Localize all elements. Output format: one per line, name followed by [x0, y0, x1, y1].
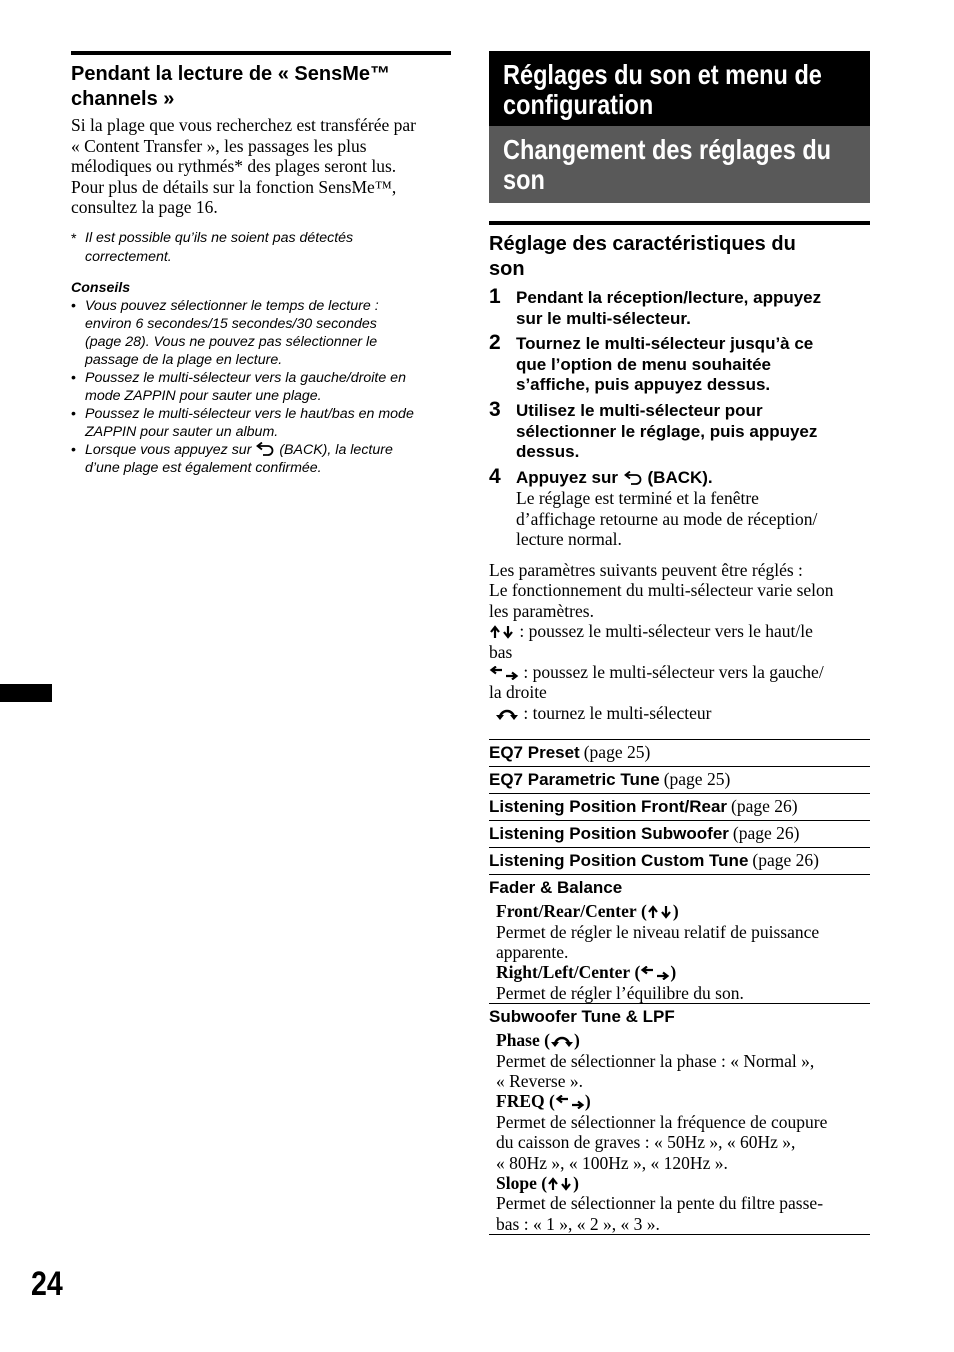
chapter-subtitle-line: Changement des réglages du [503, 134, 832, 165]
param-cell-subwoofer [489, 1004, 870, 1235]
step-1 [489, 285, 870, 329]
right-column [489, 221, 870, 1235]
table-row [489, 875, 870, 1004]
legend-text: la droite [489, 682, 547, 703]
step-line: Tournez le multi-sélecteur jusqu’à ce [516, 334, 814, 354]
left-right-arrows-icon [555, 1095, 585, 1109]
tip-line: environ 6 secondes/15 secondes/30 secondes [85, 315, 377, 332]
tip-text: (BACK), la lecture [279, 441, 393, 458]
sensme-body [71, 115, 451, 218]
intro-line: les paramètres. [489, 600, 594, 621]
footnote-mark: * [71, 230, 77, 247]
step-text: (BACK). [647, 467, 713, 487]
detail-line: bas : « 1 », « 2 », « 3 ». [496, 1213, 660, 1234]
detail-line: Permet de sélectionner la pente du filtre passe- [496, 1193, 824, 1214]
param-page-ref: (page 26) [752, 850, 819, 871]
tip-line: (page 28). Vous ne pouvez pas sélectionner le [85, 333, 378, 350]
detail-label: FREQ [496, 1091, 545, 1112]
legend-text: : tournez le multi-sélecteur [523, 702, 712, 723]
detail-head: FREQ ( ) [496, 1091, 591, 1112]
param-cell-fader [489, 875, 870, 1004]
param-page-ref: (page 25) [583, 742, 651, 763]
table-row [489, 821, 870, 848]
param-cell [489, 794, 870, 821]
step-line: Utilisez le multi-sélecteur pour [516, 400, 763, 420]
chapter-title-line: configuration [503, 89, 654, 120]
side-tab-marker [0, 684, 52, 702]
back-arrow-icon [623, 471, 643, 485]
tip-item [71, 297, 451, 369]
step-line: sur le multi-sélecteur. [516, 308, 691, 328]
detail-label: Right/Left/Center [496, 962, 631, 983]
detail-line: du caisson de graves : « 50Hz », « 60Hz », [496, 1132, 796, 1153]
page-number: 24 [31, 1265, 63, 1303]
up-down-arrows-icon [489, 625, 515, 639]
tip-line [85, 441, 451, 459]
detail-line: « 80Hz », « 100Hz », « 120Hz ». [496, 1152, 728, 1173]
detail-line: Permet de régler l’équilibre du son. [496, 982, 744, 1003]
tip-line: passage de la plage en lecture. [85, 351, 283, 368]
legend-text: : poussez le multi-sélecteur vers le haut/le [519, 621, 813, 642]
param-name: Fader & Balance [489, 878, 623, 898]
tip-item [71, 405, 451, 441]
detail-line: apparente. [496, 942, 569, 963]
detail-line: Permet de sélectionner la phase : « Normal », [496, 1050, 815, 1071]
body-line: consultez la page 16. [71, 197, 218, 218]
section-heading-sound [489, 232, 870, 282]
step-number: 4 [489, 464, 501, 488]
detail-label: Front/Rear/Center [496, 901, 637, 922]
step-4 [489, 464, 870, 549]
param-name: Subwoofer Tune & LPF [489, 1007, 675, 1027]
step-number: 1 [489, 285, 501, 308]
footnote-line: Il est possible qu’ils ne soient pas détectés [85, 229, 354, 246]
detail-line: « Reverse ». [496, 1071, 583, 1092]
table-row [489, 767, 870, 794]
parameters-intro [489, 560, 870, 723]
param-page-ref: (page 25) [663, 769, 731, 790]
heading-line: son [489, 258, 525, 280]
up-down-arrows-icon [647, 905, 673, 919]
intro-line: Les paramètres suivants peuvent être réglés : [489, 559, 803, 580]
param-name: EQ7 Parametric Tune [489, 770, 660, 790]
detail-label: Phase [496, 1030, 540, 1051]
tips-list [71, 297, 451, 477]
table-row [489, 1004, 870, 1235]
body-line: Pour plus de détails sur la fonction SensMe™, [71, 176, 397, 197]
tip-line: ZAPPIN pour sauter un album. [85, 423, 279, 440]
left-right-arrows-icon [640, 966, 670, 980]
detail-head: Right/Left/Center ( ) [496, 962, 677, 983]
footnote [71, 229, 451, 267]
param-detail [489, 901, 870, 1003]
chapter-title-line: Réglages du son et menu de [503, 59, 822, 90]
tip-line: • Poussez le multi-sélecteur vers le haut/bas en mode [85, 405, 414, 422]
section-heading-sensme: Pendant la lecture de « SensMe™ channels » [71, 63, 390, 110]
step-line: sélectionner le réglage, puis appuyez [516, 421, 818, 441]
param-page-ref: (page 26) [732, 823, 800, 844]
table-row [489, 794, 870, 821]
param-cell [489, 848, 870, 875]
parameters-table [489, 739, 870, 1235]
rotate-dial-icon [550, 1032, 574, 1048]
chapter-subtitle [489, 126, 870, 203]
step-sub-line: Le réglage est terminé et la fenêtre [516, 488, 759, 509]
detail-head: Front/Rear/Center ( ) [496, 901, 679, 922]
tip-line: d’une plage est également confirmée. [85, 459, 322, 476]
intro-line: Le fonctionnement du multi-sélecteur varie selon [489, 580, 834, 601]
legend-up-down [489, 621, 870, 641]
step-line: que l’option de menu souhaitée [516, 354, 772, 374]
param-cell [489, 767, 870, 794]
step-text: Appuyez sur [516, 467, 619, 487]
body-line: mélodiques ou rythmés* des plages seront lus. [71, 156, 397, 177]
left-right-arrows-icon [489, 666, 519, 680]
table-row [489, 740, 870, 767]
section-rule [489, 221, 870, 225]
body-line: « Content Transfer », les passages les plus [71, 135, 367, 156]
param-cell [489, 821, 870, 848]
step-sub-line: d’affichage retourne au mode de réception/ [516, 508, 818, 529]
detail-line: Permet de sélectionner la fréquence de coupure [496, 1111, 828, 1132]
legend-rotate [489, 703, 870, 723]
detail-label: Slope [496, 1173, 537, 1194]
tip-item [71, 369, 451, 405]
step-line: Pendant la réception/lecture, appuyez [516, 288, 822, 307]
param-detail [489, 1030, 870, 1234]
detail-line: Permet de régler le niveau relatif de puissance [496, 921, 820, 942]
chapter-banner [489, 51, 870, 203]
rotate-dial-icon [495, 705, 519, 721]
detail-head: Slope ( ) [496, 1173, 579, 1194]
chapter-title [489, 51, 870, 126]
legend-text: : poussez le multi-sélecteur vers la gauche/ [523, 661, 824, 682]
step-3 [489, 397, 870, 463]
detail-head: Phase ( ) [496, 1030, 580, 1051]
tip-line: • Poussez le multi-sélecteur vers la gauche/droite en [85, 369, 406, 386]
step-2 [489, 331, 870, 396]
step-number: 3 [489, 397, 501, 421]
footnote-line: correctement. [85, 248, 172, 265]
legend-left-right [489, 662, 870, 682]
param-name: EQ7 Preset [489, 743, 580, 763]
tips-title: Conseils [71, 279, 131, 296]
step-line [516, 468, 870, 489]
body-line: Si la plage que vous recherchez est transférée par [71, 115, 416, 135]
heading-line: Réglage des caractéristiques du [489, 233, 796, 255]
param-cell [489, 740, 870, 767]
table-row [489, 848, 870, 875]
back-arrow-icon [255, 442, 275, 456]
param-name: Listening Position Front/Rear [489, 797, 728, 817]
legend-text: bas [489, 641, 513, 662]
section-rule [71, 51, 451, 55]
step-sub-line: lecture normal. [516, 528, 622, 549]
chapter-subtitle-line: son [503, 164, 545, 195]
param-name: Listening Position Custom Tune [489, 851, 749, 871]
tip-line: mode ZAPPIN pour sauter une plage. [85, 387, 322, 404]
up-down-arrows-icon [547, 1177, 573, 1191]
param-name: Listening Position Subwoofer [489, 824, 729, 844]
step-line: dessus. [516, 442, 580, 462]
tip-text: Lorsque vous appuyez sur [85, 441, 252, 458]
tip-item [71, 441, 451, 477]
step-line: s’affiche, puis appuyez dessus. [516, 375, 771, 395]
tip-line: • Vous pouvez sélectionner le temps de lecture : [85, 297, 379, 314]
left-column [71, 51, 451, 477]
step-number: 2 [489, 331, 501, 355]
param-page-ref: (page 26) [731, 796, 798, 817]
